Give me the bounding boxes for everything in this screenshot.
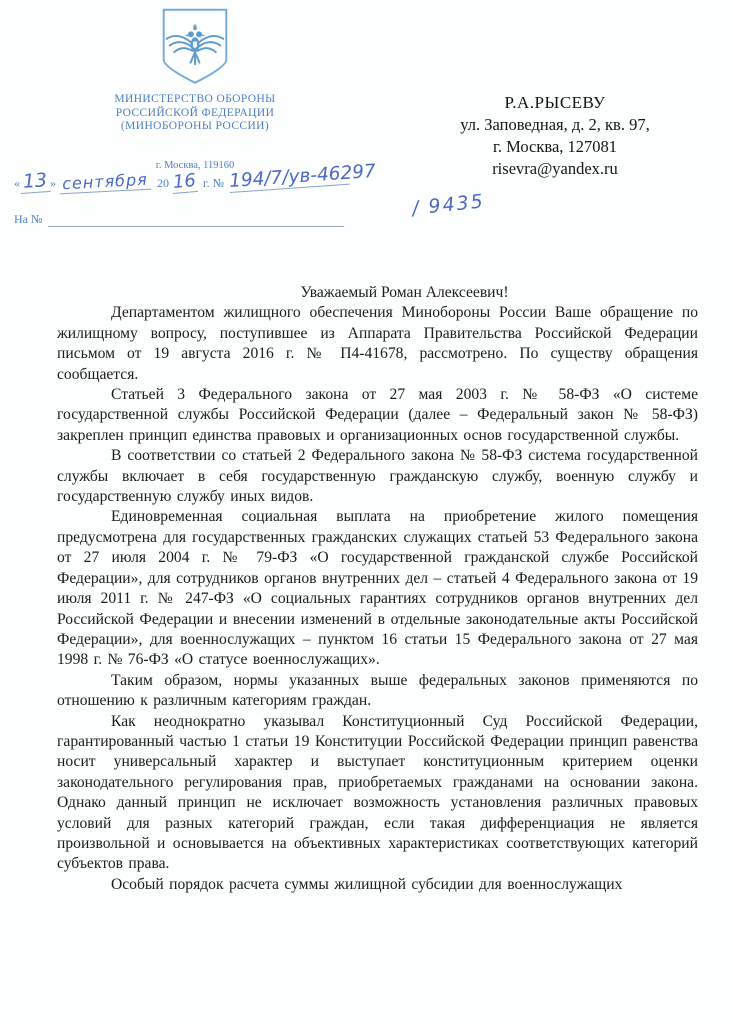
printed-year-prefix: 20 [157, 176, 169, 190]
body-paragraph-7: Особый порядок расчета суммы жилищной субсидии для военнослужащих [111, 875, 623, 893]
incoming-reference-row [14, 212, 344, 227]
body-paragraph-5: Таким образом, нормы указанных выше федеральных законов применяются по отношению к различным категориям граждан. [57, 671, 698, 710]
recipient-address-street: ул. Заповедная, д. 2, кв. 97, [460, 115, 650, 134]
body-paragraph-3: В соответствии со статьей 2 Федерального закона № 58-ФЗ система государственной службы включает в себя государственную гражданскую службу, военную службу и государственную службу иных видов. [57, 447, 698, 506]
ministry-name-line-2: РОССИЙСКОЙ ФЕДЕРАЦИИ [115, 106, 275, 119]
quote-open: « [14, 176, 20, 190]
handwritten-day: 13 [19, 169, 51, 194]
handwritten-outgoing-number: 194/7/ув-46297 [228, 160, 377, 193]
letter-body [57, 283, 698, 895]
na-number-blank-line [48, 212, 344, 227]
recipient-block [405, 92, 705, 180]
na-number-label: На № [14, 212, 43, 226]
body-paragraph-6: Как неоднократно указывал Конституционный Суд Российской Федерации, гарантированный частью 1 статьи 19 Конституции Российской Федерации принцип равенства носит универсальный характер и выступает конституционным критерием оценки законодательного регулирования прав, приобретаемых гражданами на основании закона. Однако данный принцип не исключает возможность установления различных правовых условий для разных категорий граждан, если такая дифференциация не является произвольной и основывается на объективных характеристиках соответствующих категорий субъектов права. [57, 712, 698, 873]
recipient-email: risevra@yandex.ru [492, 159, 618, 178]
handwritten-year: 16 [172, 170, 197, 193]
body-paragraph-1: Департаментом жилищного обеспечения Минобороны России Ваше обращение по жилищному вопросу, поступившее из Аппарата Правительства Российской Федерации письмом от 19 августа 2016 г. № П4-41678, рассмотрено. По существу обращения сообщается. [57, 304, 698, 383]
salutation: Уважаемый Роман Алексеевич! [300, 284, 509, 301]
quote-close: » [50, 176, 56, 190]
ministry-name-line-3: (МИНОБОРОНЫ РОССИИ) [120, 120, 270, 132]
ministry-name-line-1: МИНИСТЕРСТВО ОБОРОНЫ [114, 93, 276, 105]
letterhead-block [55, 6, 335, 171]
recipient-name: Р.А.РЫСЕВУ [504, 93, 606, 112]
body-paragraph-2: Статьей 3 Федерального закона от 27 мая 2003 г. № 58-ФЗ «О системе государственной службы Российской Федерации (далее – Федеральный закон № 58-ФЗ) закреплен принцип единства правовых и организационных основ государственной службы. [57, 386, 698, 444]
ministry-eagle-emblem-icon [154, 6, 236, 88]
letterhead-city-line: г. Москва, 119160 [155, 159, 235, 171]
printed-number-label: г. № [203, 176, 225, 190]
handwritten-month: сентября [59, 170, 152, 195]
body-paragraph-4: Единовременная социальная выплата на приобретение жилого помещения предусмотрена для государственных гражданских служащих статьей 53 Федерального закона от 27 июля 2004 г. № 79-ФЗ «О государственной гражданской службе Российской Федерации», для сотрудников органов внутренних дел – статьей 4 Федерального закона от 19 июля 2011 г. № 247-ФЗ «О социальных гарантиях сотрудников органов внутренних дел Российской Федерации и внесении изменений в отдельные законодательные акты Российской Федерации», для военнослужащих – пунктом 16 статьи 15 Федерального закона от 27 мая 1998 г. № 76-ФЗ «О статусе военнослужащих». [57, 508, 698, 669]
handwritten-outgoing-number-part2: / 9435 [411, 190, 486, 220]
recipient-address-city: г. Москва, 127081 [492, 137, 618, 156]
